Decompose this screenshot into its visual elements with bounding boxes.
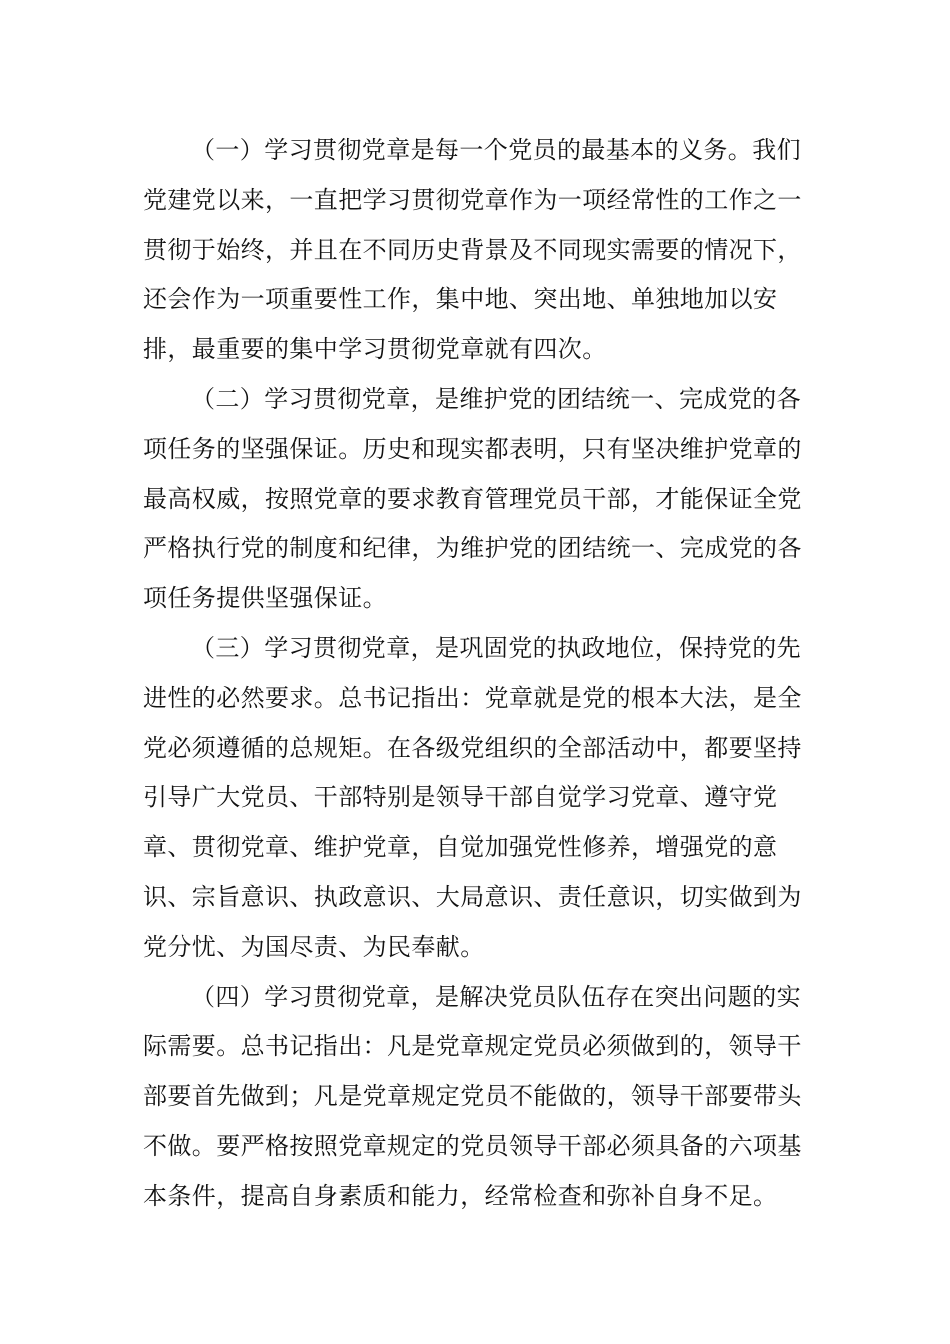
paragraph-4: （四）学习贯彻党章，是解决党员队伍存在突出问题的实际需要。总书记指出：凡是党章规定党员必须做到的，领导干部要首先做到；凡是党章规定党员不能做的，领导干部要带头不做。要严格按照党章规定的党员领导干部必须具备的六项基本条件，提高自身素质和能力，经常检查和弥补自身不足。: [143, 982, 802, 1210]
paragraph-1: （一）学习贯彻党章是每一个党员的最基本的义务。我们党建党以来，一直把学习贯彻党章作为一项经常性的工作之一贯彻于始终，并且在不同历史背景及不同现实需要的情况下，还会作为一项重要性工作，集中地、突出地、单独地加以安排，最重要的集中学习贯彻党章就有四次。: [143, 136, 802, 364]
paragraph-3: （三）学习贯彻党章，是巩固党的执政地位，保持党的先进性的必然要求。总书记指出：党章就是党的根本大法，是全党必须遵循的总规矩。在各级党组织的全部活动中，都要坚持引导广大党员、干部特别是领导干部自觉学习党章、遵守党章、贯彻党章、维护党章，自觉加强党性修养，增强党的意识、宗旨意识、执政意识、大局意识、责任意识，切实做到为党分忧、为国尽责、为民奉献。: [143, 633, 802, 961]
paragraph-2: （二）学习贯彻党章，是维护党的团结统一、完成党的各项任务的坚强保证。历史和现实都表明，只有坚决维护党章的最高权威，按照党章的要求教育管理党员干部，才能保证全党严格执行党的制度和纪律，为维护党的团结统一、完成党的各项任务提供坚强保证。: [143, 384, 802, 613]
document-body: [143, 126, 823, 1222]
